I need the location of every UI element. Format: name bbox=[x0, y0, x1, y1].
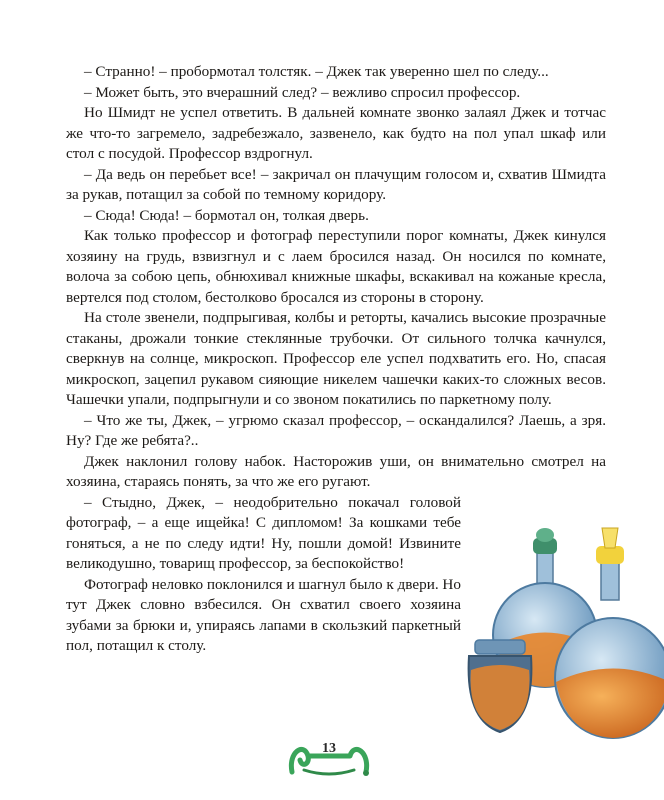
page-number: 13 bbox=[322, 741, 336, 756]
paragraph: На столе звенели, подпрыгивая, колбы и реторты, качались высокие прозрачные стаканы, дрожали тонкие стеклянные трубочки. От сильного толчка качнулся, сверкнув на солнце, микроскоп. Профессор еле успел подхватить его. Но, спасая микроскоп, зацепил рукавом сияющие никелем чашечки каких-то сложных весов. Чашечки упали, подпрыгнули и со звоном покатились по паркетному полу. bbox=[66, 309, 606, 408]
paragraph: – Стыдно, Джек, – неодобрительно покачал головой фотограф, – а еще ищейка! С дипломом! За кошками тебе гоняться, а не по следу идти! Ну, пошли домой! Извините великодушно, товарищ профессор, за беспокойство! bbox=[66, 493, 461, 572]
paragraph: – Странно! – пробормотал толстяк. – Джек так уверенно шел по следу... bbox=[84, 63, 549, 80]
flasks-illustration bbox=[455, 520, 664, 745]
paragraph: Фотограф неловко поклонился и шагнул было к двери. Но тут Джек словно взбесился. Он схватил своего хозяина зубами за брюки и, упираясь лапами в скользкий паркетный пол, потащил к столу. bbox=[66, 575, 461, 654]
jar-front bbox=[469, 640, 532, 732]
paragraph: Но Шмидт не успел ответить. В дальней комнате звонко залаял Джек и тотчас же что-то загремело, задребезжало, зазвенело, как будто на пол упал шкаф или стол с посудой. Профессор вздрогнул. bbox=[66, 104, 606, 162]
page-number-ornament bbox=[284, 732, 374, 780]
paragraph: Как только профессор и фотограф переступили порог комнаты, Джек кинулся хозяину на грудь, взвизгнул и с лаем бросился назад. Он носился по комнате, волоча за собою цепь, обнюхивал книжные шкафы, вскакивал на кожаные кресла, вертелся под столом, бестолково бросался из стороны в сторону. bbox=[66, 227, 606, 306]
paragraph: – Может быть, это вчерашний след? – вежливо спросил профессор. bbox=[84, 83, 521, 101]
paragraph: – Что же ты, Джек, – угрюмо сказал профессор, – оскандалился? Лаешь, а зря. Ну? Где же ребята?.. bbox=[66, 411, 606, 449]
paragraph: Джек наклонил голову набок. Насторожив уши, он внимательно смотрел на хозяина, стараясь понять, за что же его ругают. bbox=[66, 452, 606, 490]
paragraph: – Да ведь он перебьет все! – закричал он плачущим голосом и, схватив Шмидта за рукав, потащил за собой по темному коридору. bbox=[66, 165, 606, 203]
paragraph: – Сюда! Сюда! – бормотал он, толкая дверь. bbox=[84, 206, 369, 224]
